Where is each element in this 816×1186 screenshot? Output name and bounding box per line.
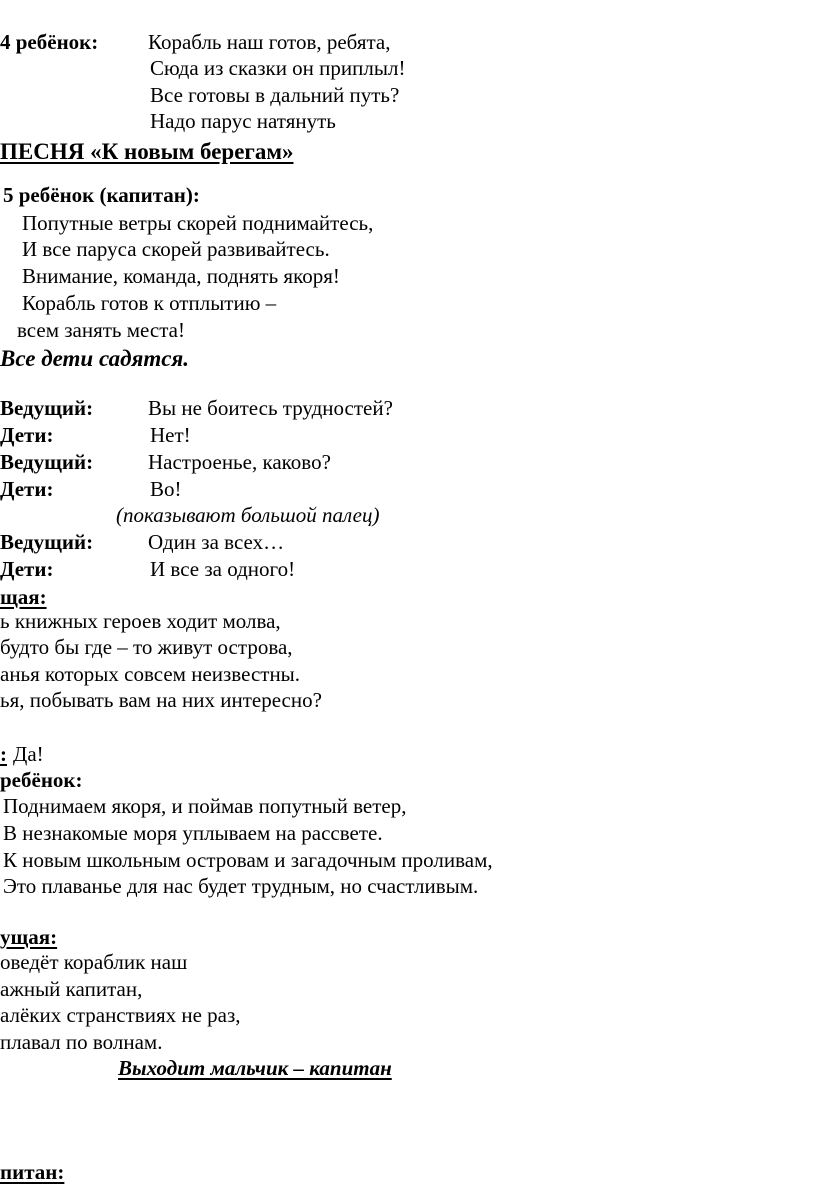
dialogue-line: Во!	[150, 477, 182, 501]
verse-line: алёких странствиях не раз,	[0, 1003, 241, 1027]
verse-line: В незнакомые моря уплываем на рассвете.	[3, 821, 383, 845]
verse-line: Сюда из сказки он приплыл!	[150, 56, 406, 80]
verse-line: ажный капитан,	[0, 977, 143, 1001]
reply-text: Да!	[13, 742, 44, 766]
verse-line: будто бы где – то живут острова,	[0, 635, 293, 659]
stage-note: (показывают большой палец)	[116, 503, 380, 527]
speaker-captain: 5 ребёнок (капитан):	[3, 183, 200, 207]
verse-line: И все паруса скорей развивайтесь.	[22, 237, 330, 261]
speaker-child: ребёнок:	[0, 768, 83, 792]
stage-direction: Все дети садятся.	[0, 346, 190, 371]
verse-line: ь книжных героев ходит молва,	[0, 609, 281, 633]
verse-line: Это плаванье для нас будет трудным, но счастливым.	[3, 874, 479, 898]
dialogue-line: И все за одного!	[150, 557, 296, 581]
speaker-host-female: ущая:	[0, 925, 58, 949]
verse-line: всем занять места!	[17, 318, 185, 342]
verse-line: Надо парус натянуть	[150, 109, 336, 133]
speaker-child-4: 4 ребёнок:	[0, 30, 99, 54]
verse-line: К новым школьным островам и загадочным проливам,	[3, 848, 493, 872]
speaker-children: Дети:	[0, 557, 54, 581]
verse-line: Попутные ветры скорей поднимайтесь,	[22, 211, 374, 235]
verse-line: Корабль наш готов, ребята,	[148, 30, 391, 54]
verse-line: оведёт кораблик наш	[0, 950, 188, 974]
verse-line: Внимание, команда, поднять якоря!	[22, 264, 340, 288]
speaker-children: Дети:	[0, 477, 54, 501]
verse-line: плавал по волнам.	[0, 1030, 163, 1054]
song-title: ПЕСНЯ «К новым берегам»	[0, 139, 294, 164]
verse-line: ья, побывать вам на них интересно?	[0, 688, 322, 712]
dialogue-line: Один за всех…	[148, 530, 285, 554]
dialogue-line: Нет!	[150, 423, 191, 447]
speaker-host: Ведущий:	[0, 450, 94, 474]
verse-line: Поднимаем якоря, и поймав попутный ветер,	[3, 794, 407, 818]
speaker-host: Ведущий:	[0, 396, 94, 420]
verse-line: Корабль готов к отплытию –	[22, 291, 277, 315]
dialogue-line: Настроенье, каково?	[148, 450, 331, 474]
speaker-host-female: щая:	[0, 585, 47, 609]
speaker-host: Ведущий:	[0, 530, 94, 554]
verse-line: Все готовы в дальний путь?	[150, 83, 400, 107]
speaker-children: Дети:	[0, 423, 54, 447]
speaker-captain: питан:	[0, 1160, 65, 1184]
children-reply	[0, 744, 44, 765]
stage-direction: Выходит мальчик – капитан	[118, 1056, 392, 1080]
verse-line: анья которых совсем неизвестны.	[0, 662, 301, 686]
speaker-children: :	[0, 742, 7, 766]
dialogue-line: Вы не боитесь трудностей?	[148, 396, 393, 420]
